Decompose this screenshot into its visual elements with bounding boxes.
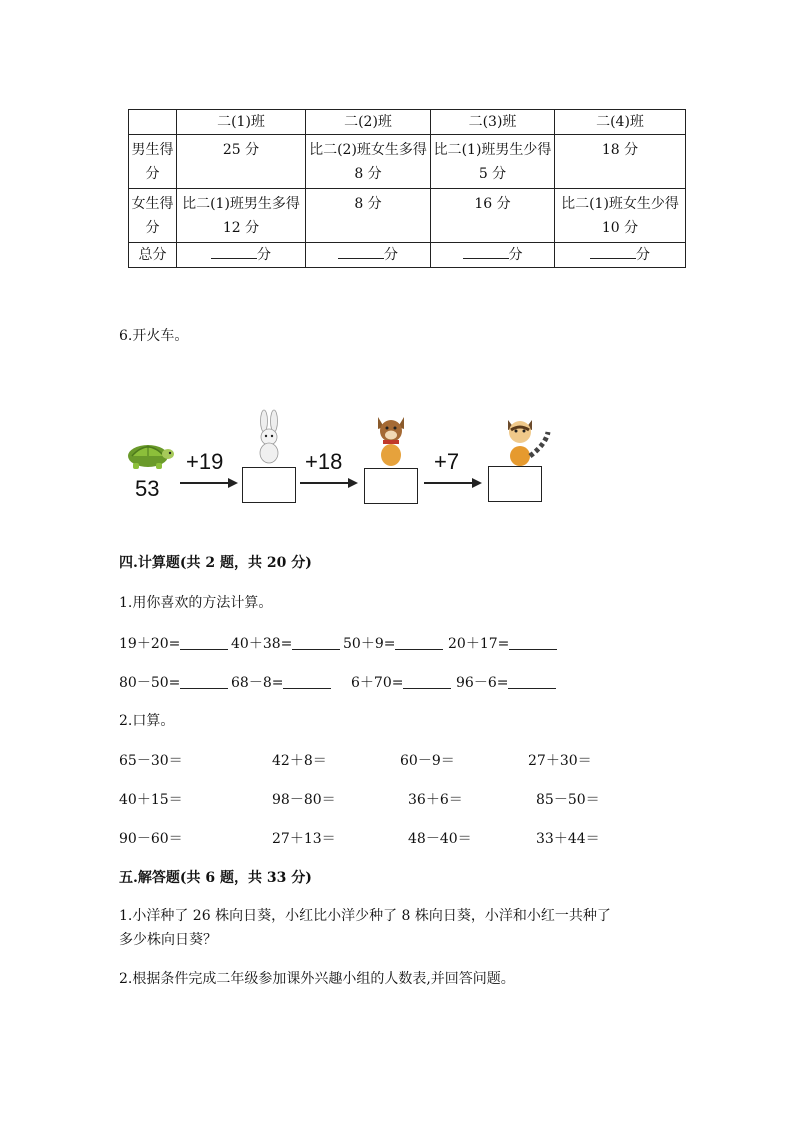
table-cell: 比二(2)班女生多得 8 分 <box>306 135 431 189</box>
answer-blank[interactable] <box>509 635 557 650</box>
table-cell: 18 分 <box>555 135 686 189</box>
table-header-cell: 二(4)班 <box>555 110 686 135</box>
unit-label: 分 <box>508 247 523 263</box>
question-text: 多少株向日葵？ <box>119 932 217 948</box>
total-answer-cell[interactable] <box>431 243 555 268</box>
dog-icon <box>373 413 409 467</box>
row-label: 女生得分 <box>129 189 177 243</box>
calc-item: 42＋8＝ <box>272 753 327 769</box>
table-cell: 比二(1)班女生少得 10 分 <box>555 189 686 243</box>
question-text: 1.小洋种了 26 株向日葵，小红比小洋少种了 8 株向日葵，小洋和小红一共种了 <box>119 908 611 924</box>
calc-item: 68－8= <box>231 672 331 692</box>
answer-blank[interactable] <box>180 674 228 689</box>
start-number: 53 <box>135 476 160 501</box>
raccoon-icon <box>502 414 554 466</box>
table-cell: 比二(1)班男生少得 5 分 <box>431 135 555 189</box>
calc-item: 90－60＝ <box>119 831 183 847</box>
calc-item: 27＋13＝ <box>272 831 336 847</box>
answer-box[interactable] <box>364 468 418 504</box>
rabbit-icon <box>254 409 284 465</box>
calc-item: 20＋17= <box>448 633 557 653</box>
answer-blank[interactable] <box>590 244 636 259</box>
answer-blank[interactable] <box>180 635 228 650</box>
answer-blank[interactable] <box>283 674 331 689</box>
unit-label: 分 <box>257 247 271 263</box>
total-answer-cell[interactable] <box>555 243 686 268</box>
table-cell: 比二(1)班男生多得 12 分 <box>177 189 306 243</box>
answer-box[interactable] <box>242 467 296 503</box>
operation-label: +18 <box>305 449 343 474</box>
calc-item: 85－50＝ <box>536 792 600 808</box>
table-header-cell: 二(3)班 <box>431 110 555 135</box>
answer-blank[interactable] <box>463 244 509 259</box>
answer-blank[interactable] <box>338 244 384 259</box>
answer-blank[interactable] <box>395 635 443 650</box>
table-cell: 16 分 <box>431 189 555 243</box>
answer-blank[interactable] <box>292 635 340 650</box>
row-label: 总分 <box>129 243 177 268</box>
table-header-row <box>129 110 686 135</box>
calc-item: 98－80＝ <box>272 792 336 808</box>
table-cell: 8 分 <box>306 189 431 243</box>
calc-item: 40＋38= <box>231 633 340 653</box>
question-title: 2.口算。 <box>119 713 175 729</box>
question-6-title: 6.开火车。 <box>119 328 189 344</box>
calc-item: 48－40＝ <box>408 831 472 847</box>
table-header-cell: 二(2)班 <box>306 110 431 135</box>
arrow-icon <box>300 476 360 490</box>
question-text: 2.根据条件完成二年级参加课外兴趣小组的人数表,并回答问题。 <box>119 971 515 987</box>
table-cell: 25 分 <box>177 135 306 189</box>
question-title: 1.用你喜欢的方法计算。 <box>119 595 273 611</box>
answer-blank[interactable] <box>211 244 257 259</box>
calc-item: 6＋70= <box>351 672 451 692</box>
unit-label: 分 <box>636 247 650 263</box>
calc-item: 50＋9= <box>343 633 443 653</box>
unit-label: 分 <box>384 247 398 263</box>
answer-blank[interactable] <box>508 674 556 689</box>
calc-item: 19＋20= <box>119 633 228 653</box>
calc-item: 96－6= <box>456 672 556 692</box>
calc-item: 27＋30＝ <box>528 753 592 769</box>
operation-label: +19 <box>186 449 224 474</box>
answer-box[interactable] <box>488 466 542 502</box>
row-label: 男生得分 <box>129 135 177 189</box>
calc-item: 65－30＝ <box>119 753 183 769</box>
section-4-heading: 四.计算题(共 2 题，共 20 分) <box>119 555 312 571</box>
table-row <box>129 135 686 189</box>
answer-blank[interactable] <box>403 674 451 689</box>
calc-item: 80－50= <box>119 672 228 692</box>
table-row-total <box>129 243 686 268</box>
calc-item: 60－9＝ <box>400 753 455 769</box>
arrow-icon <box>424 476 484 490</box>
turtle-icon <box>124 436 176 472</box>
calc-item: 40＋15＝ <box>119 792 183 808</box>
total-answer-cell[interactable] <box>306 243 431 268</box>
operation-label: +7 <box>434 449 460 474</box>
score-table <box>128 109 686 268</box>
arrow-icon <box>180 476 240 490</box>
calc-item: 33＋44＝ <box>536 831 600 847</box>
table-corner-cell <box>129 110 177 135</box>
total-answer-cell[interactable] <box>177 243 306 268</box>
table-header-cell: 二(1)班 <box>177 110 306 135</box>
calc-item: 36＋6＝ <box>408 792 463 808</box>
table-row <box>129 189 686 243</box>
section-5-heading: 五.解答题(共 6 题，共 33 分) <box>119 870 312 886</box>
